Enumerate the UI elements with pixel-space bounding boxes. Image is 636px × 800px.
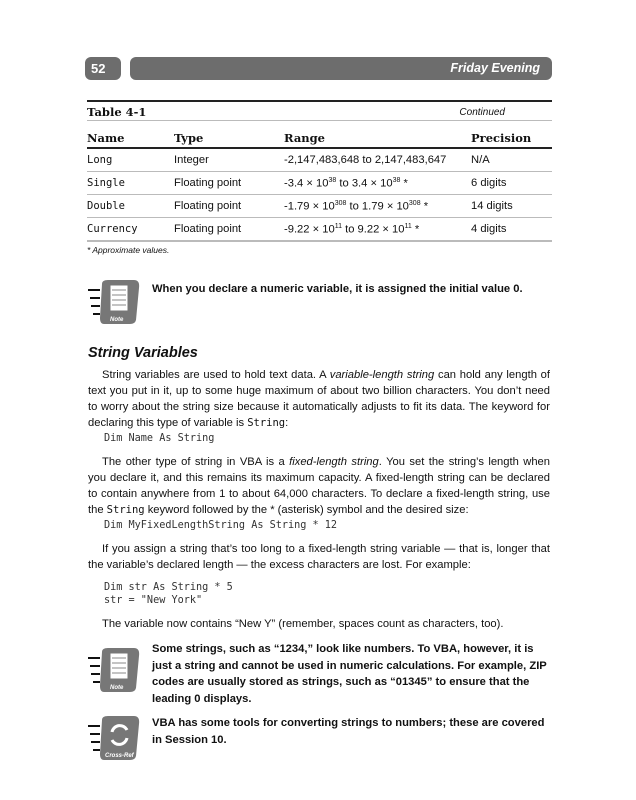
- exponent: 308: [334, 199, 347, 207]
- running-header: Friday Evening: [130, 57, 552, 80]
- cell-precision: N/A: [471, 154, 490, 166]
- col-name: Name: [87, 131, 125, 145]
- table-row: [87, 171, 552, 194]
- term: fixed-length string: [289, 456, 379, 468]
- cell-type: Integer: [174, 154, 209, 166]
- exponent: 38: [392, 176, 401, 184]
- range-text: -3.4 × 10: [284, 177, 329, 190]
- cross-ref-text: VBA has some tools for converting strings to numbers; these are covered in Session 10.: [152, 717, 545, 746]
- text: keyword followed by the * (asterisk) symbol and the desired size:: [144, 504, 469, 516]
- cross-ref-icon: [88, 716, 142, 763]
- table-header-row: [87, 129, 552, 147]
- exponent: 11: [334, 222, 342, 230]
- exponent: 38: [328, 176, 337, 184]
- paragraph: [88, 367, 550, 431]
- cell-name: Currency: [87, 223, 138, 235]
- cell-type: Floating point: [174, 177, 242, 189]
- code-block: Dim str As String * 5 str = "New York": [104, 582, 233, 606]
- cell-name: Double: [87, 200, 125, 212]
- text: The other type of string in VBA is a: [102, 456, 290, 468]
- keyword: String: [247, 417, 286, 429]
- cell-range: [284, 200, 471, 213]
- cell-range: [284, 154, 471, 166]
- range-text: -1.79 × 10: [284, 200, 335, 213]
- section-heading: String Variables: [88, 345, 198, 361]
- cell-type: Floating point: [174, 223, 242, 235]
- range-text: *: [420, 200, 429, 213]
- range-text: to 3.4 × 10: [336, 177, 393, 190]
- keyword: String: [106, 504, 145, 516]
- cell-precision: 4 digits: [471, 223, 507, 235]
- code-block: Dim Name As String: [104, 433, 215, 444]
- table-footnote: * Approximate values.: [87, 245, 170, 255]
- cell-precision: 6 digits: [471, 177, 507, 189]
- col-type: Type: [174, 131, 204, 145]
- cell-name: Single: [87, 177, 125, 189]
- col-precision: Precision: [471, 131, 532, 145]
- table-row: [87, 194, 552, 217]
- cell-range: [284, 177, 471, 190]
- cell-precision: 14 digits: [471, 200, 513, 212]
- note-text: Some strings, such as “1234,” look like numbers. To VBA, however, it is just a string and cannot be used in numeric calculations. For example, ZIP codes are usually stored as strings, such as “01345” to ensure that the leading 0 displays.: [152, 643, 547, 705]
- table-row: [87, 149, 552, 171]
- svg-text:Note: Note: [110, 317, 124, 323]
- text: can hold any length of text you put in it, up to some huge maximum of about two billion characters. You don’t need to worry about the string size because it automatically adjusts to fit its data. The keyword for declaring this type of variable is: [88, 369, 550, 429]
- svg-text:Cross-Ref: Cross-Ref: [105, 753, 134, 759]
- text: :: [285, 417, 289, 429]
- cell-name: Long: [87, 154, 113, 166]
- range-text: -9.22 × 10: [284, 223, 335, 236]
- paragraph: The variable now contains “New Y” (remember, spaces count as characters, too).: [102, 618, 504, 630]
- exponent: 11: [404, 222, 412, 230]
- svg-text:Note: Note: [110, 685, 124, 691]
- exponent: 308: [408, 199, 421, 207]
- table-continued: Continued: [459, 106, 505, 118]
- note-text: When you declare a numeric variable, it is assigned the initial value 0.: [152, 283, 523, 295]
- term: variable-length string: [329, 369, 435, 381]
- table-row: [87, 217, 552, 240]
- text: . You set the string’s length when you declare it, and this remains its maximum capacity. A fixed-length string can be declared to contain anywhere from 1 to about 64,000 characters. To declare a fixed-length string, use the: [88, 456, 550, 516]
- paragraph: If you assign a string that’s too long to a fixed-length string variable — that is, longer that the variable’s declared length — the excess characters are lost. For example:: [88, 543, 550, 571]
- range-text: *: [411, 223, 420, 236]
- cell-type: Floating point: [174, 200, 242, 212]
- data-types-table: [87, 100, 552, 255]
- range-text: to 9.22 × 10: [341, 223, 405, 236]
- cell-range: [284, 223, 471, 236]
- note-icon: [88, 280, 142, 327]
- table-title: Table 4-1: [87, 105, 147, 119]
- col-range: Range: [284, 131, 325, 145]
- text: String variables are used to hold text data. A: [102, 369, 330, 381]
- range-text: *: [400, 177, 408, 190]
- range-text: -2,147,483,648 to 2,147,483,647: [284, 154, 447, 166]
- note-icon: [88, 648, 142, 695]
- code-block: Dim MyFixedLengthString As String * 12: [104, 520, 338, 531]
- range-text: to 1.79 × 10: [346, 200, 409, 213]
- page-number: 52: [85, 57, 121, 80]
- paragraph: [88, 454, 550, 518]
